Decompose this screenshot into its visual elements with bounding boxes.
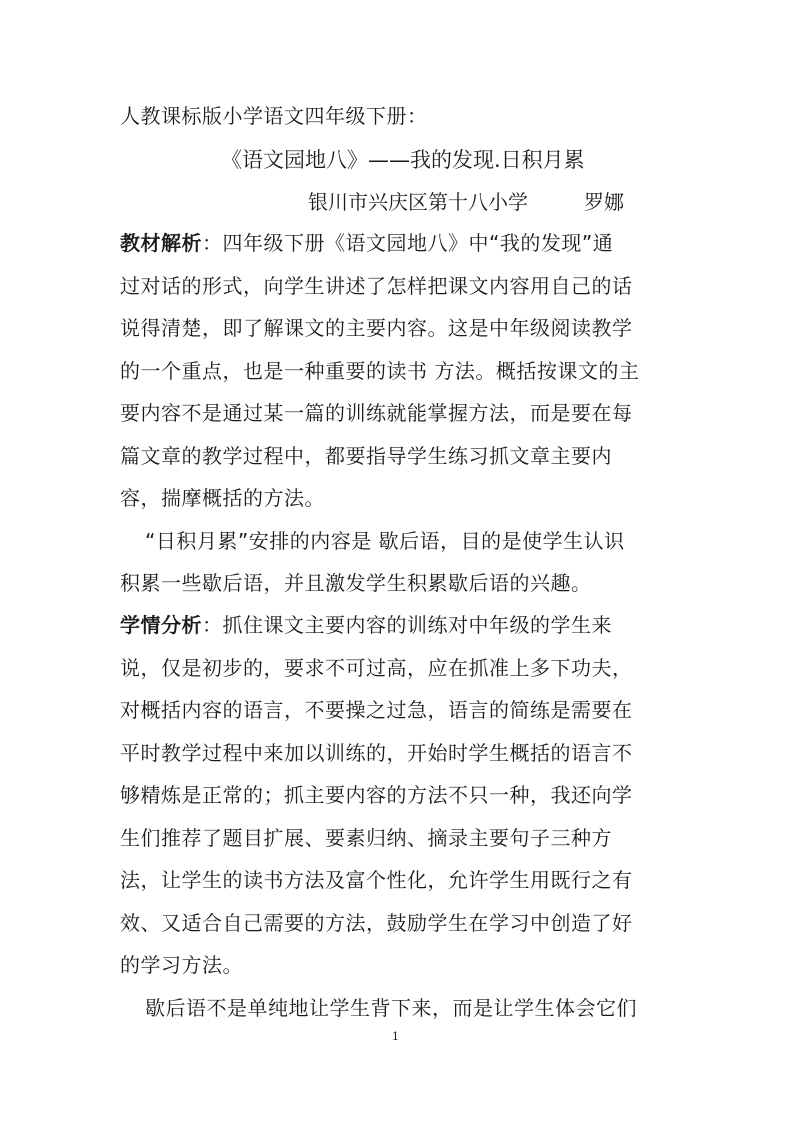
paragraph-line: 对概括内容的语言，不要操之过急，语言的简练是需要在 [120,698,633,722]
paragraph-line: 的一个重点，也是一种重要的读书 方法。概括按课文的主 [120,359,640,383]
section-analysis-label: 教材解析 [120,231,202,255]
paragraph-line: 法，让学生的读书方法及富个性化，允许学生用既行之有 [120,868,633,892]
author-school: 银川市兴庆区第十八小学 [308,190,528,214]
section-analysis-colon: ： [202,231,223,255]
paragraph-line: 歇后语不是单纯地让学生背下来，而是让学生体会它们 [145,996,637,1020]
paragraph-line: 的学习方法。 [120,953,243,977]
document-header: 人教课标版小学语文四年级下册： [120,104,428,128]
section-learning-first-line: 抓住课文主要内容的训练对中年级的学生来 [222,613,612,637]
paragraph-line: “日积月累”安排的内容是 歇后语，目的是使学生认识 [145,529,625,553]
section-analysis-heading-line [120,231,613,255]
page-number: 1 [392,1030,399,1043]
paragraph-line: 够精炼是正常的；抓主要内容的方法不只一种，我还向学 [120,783,633,807]
paragraph-line: 平时教学过程中来加以训练的，开始时学生概括的语言不 [120,741,633,765]
author-line [308,190,624,214]
author-name: 罗娜 [584,190,624,214]
paragraph-line: 过对话的形式，向学生讲述了怎样把课文内容用自己的话 [120,274,633,298]
paragraph-line: 积累一些歇后语，并且激发学生积累歇后语的兴趣。 [120,571,592,595]
section-learning-heading-line [120,613,612,637]
section-learning-colon: ： [202,613,223,637]
document-title: 《语文园地八》——我的发现.日积月累 [221,148,585,172]
paragraph-line: 篇文章的教学过程中，都要指导学生练习抓文章主要内 [120,444,612,468]
paragraph-line: 效、又适合自己需要的方法，鼓励学生在学习中创造了好 [120,911,633,935]
paragraph-line: 生们推荐了题目扩展、要素归纳、摘录主要句子三种方 [120,826,612,850]
section-analysis-first-line: 四年级下册《语文园地八》中“我的发现”通 [222,231,614,255]
paragraph-line: 说，仅是初步的，要求不可过高，应在抓准上多下功夫， [120,656,633,680]
section-learning-label: 学情分析 [120,613,202,637]
paragraph-line: 要内容不是通过某一篇的训练就能掌握方法，而是要在每 [120,401,633,425]
paragraph-line: 容，揣摩概括的方法。 [120,486,325,510]
paragraph-line: 说得清楚，即了解课文的主要内容。这是中年级阅读教学 [120,316,633,340]
